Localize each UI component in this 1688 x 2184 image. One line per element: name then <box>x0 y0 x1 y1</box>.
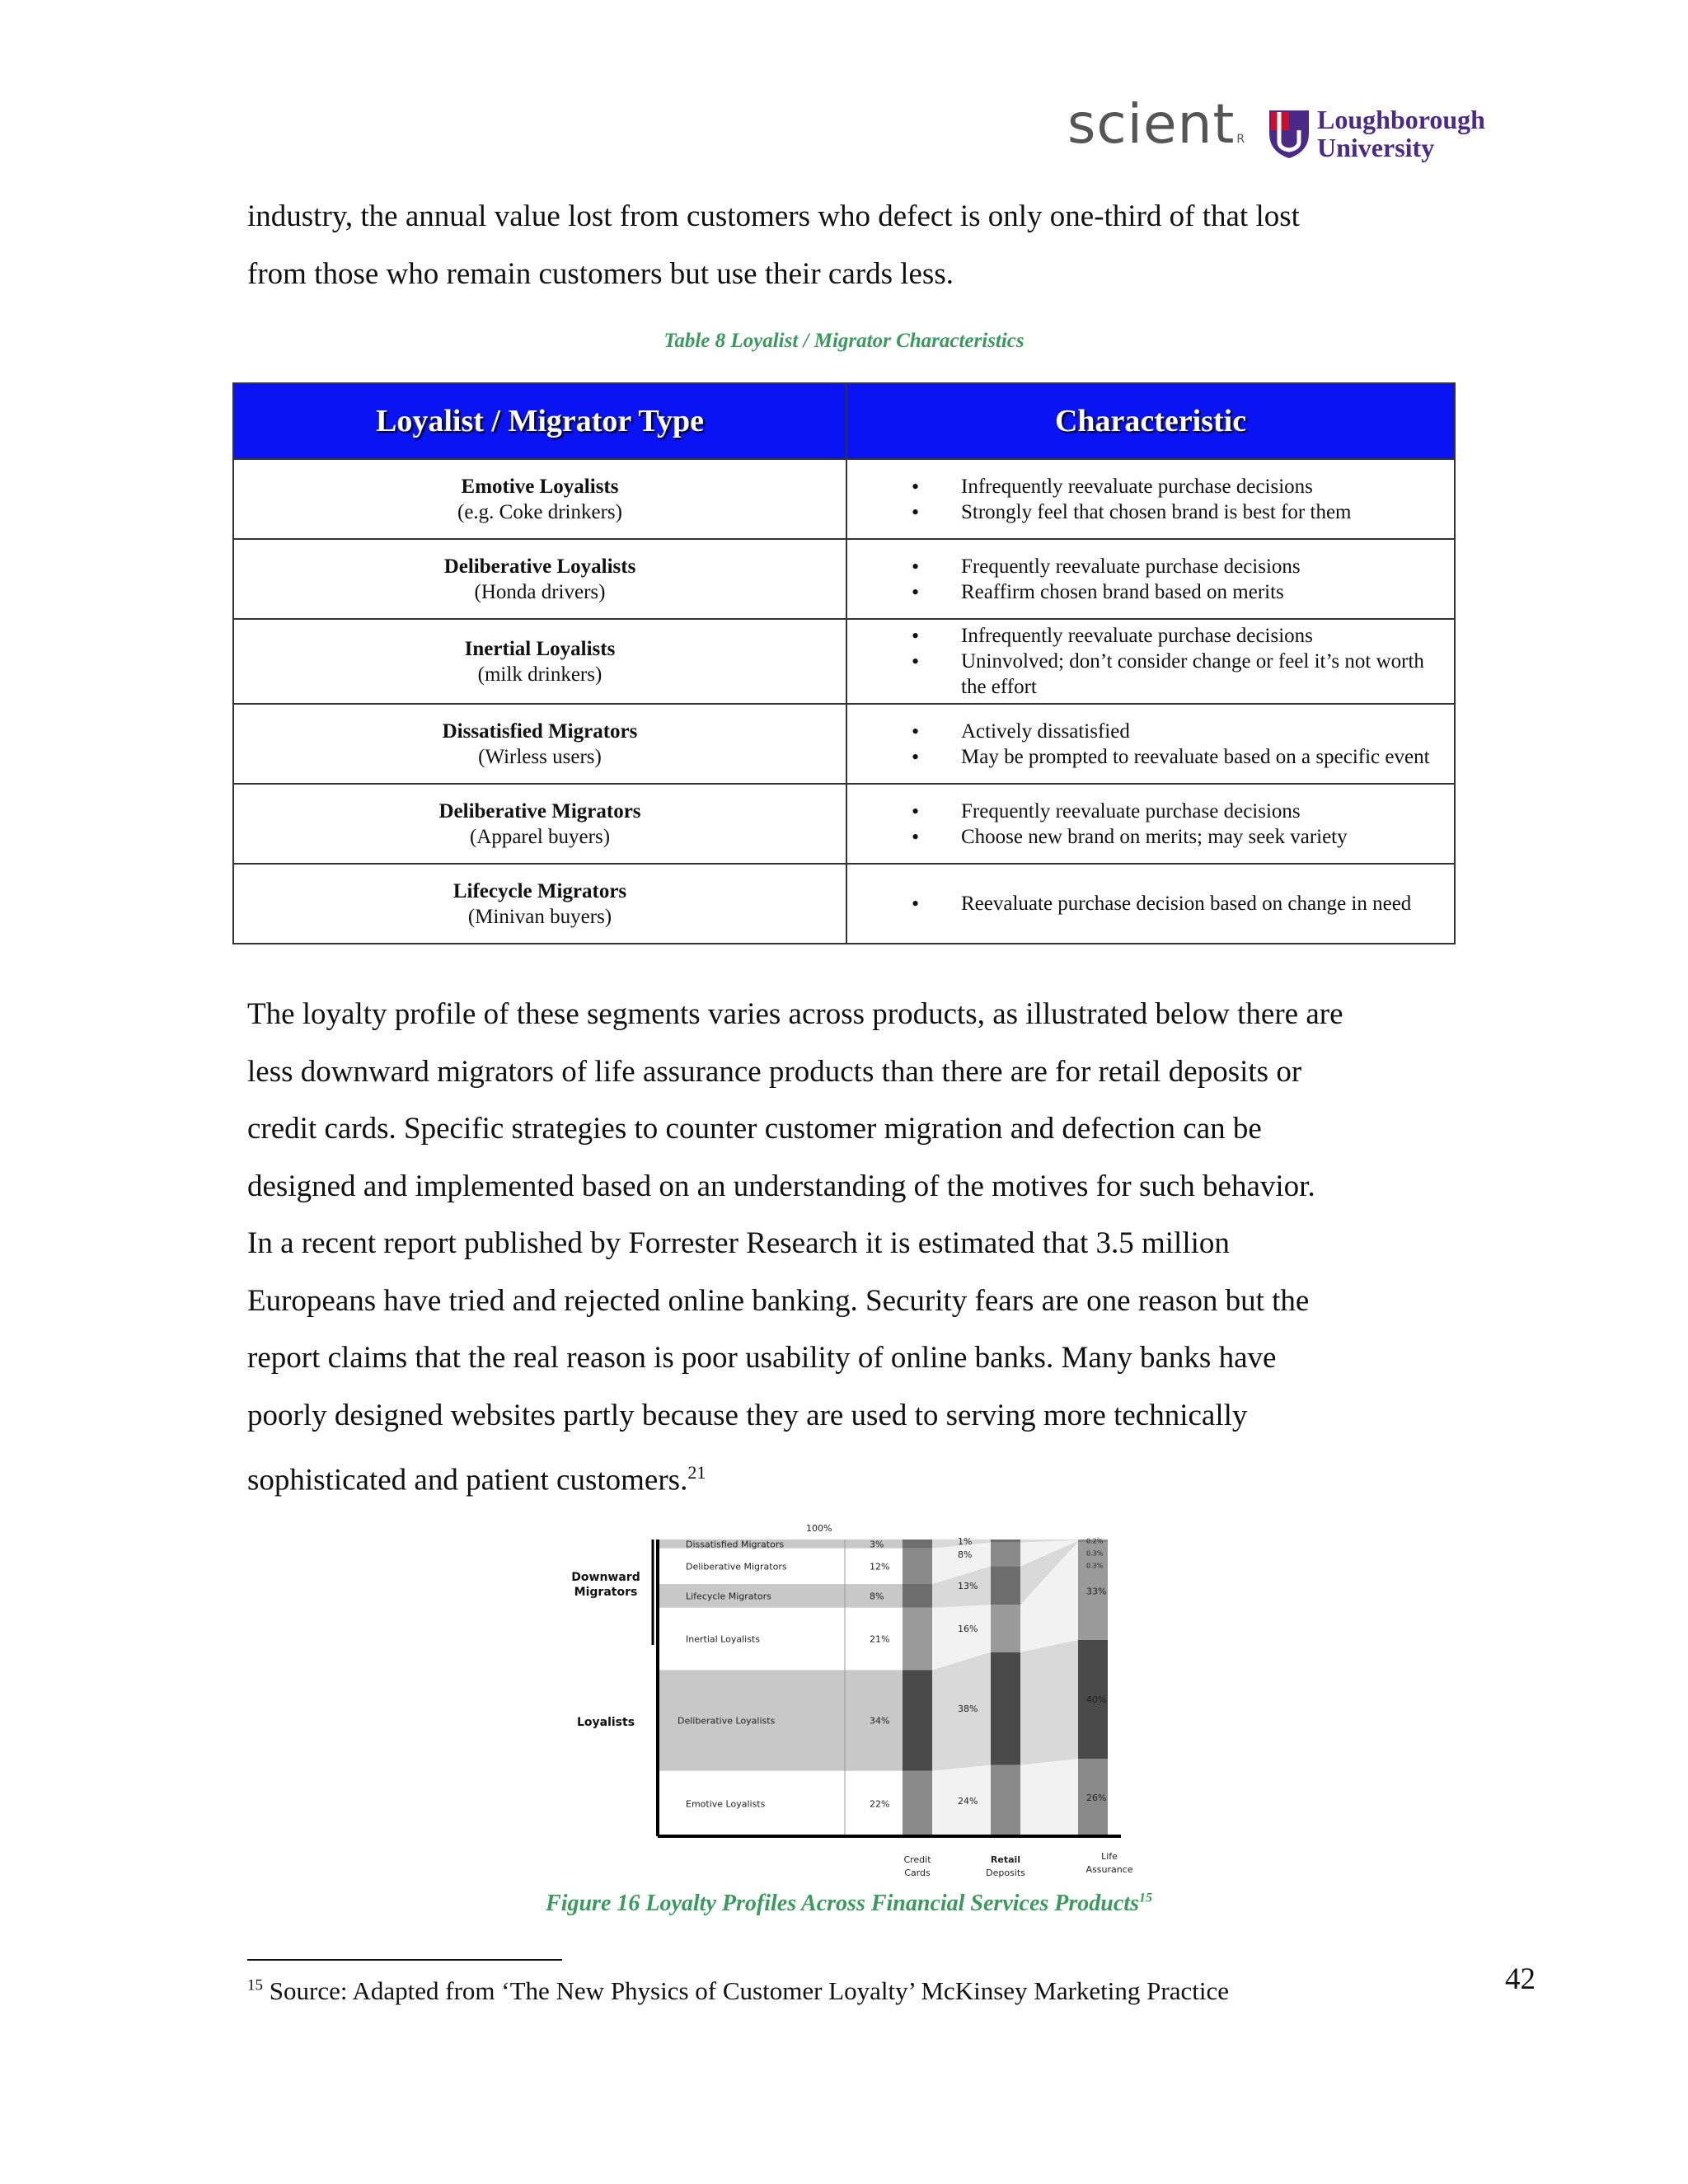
segment-example: (milk drinkers) <box>477 663 603 686</box>
body-paragraph <box>247 986 1451 1509</box>
segment-example: (Apparel buyers) <box>469 825 611 848</box>
body-line: In a recent report published by Forrester Research it is estimated that 3.5 million <box>247 1226 1230 1260</box>
series-label: Inertial Loyalists <box>686 1633 760 1645</box>
table-row <box>233 704 1455 784</box>
characteristic-bullet: • Reaffirm chosen brand based on merits <box>847 579 1437 605</box>
segment-name: Deliberative Loyalists <box>443 555 636 578</box>
body-line: The loyalty profile of these segments varies across products, as illustrated below there are <box>247 997 1343 1031</box>
value-label: 0.2% <box>1086 1537 1104 1545</box>
bar-segment <box>903 1670 932 1770</box>
university-shield-icon <box>1268 109 1311 160</box>
loyalty-table <box>232 382 1456 944</box>
bar-segment <box>903 1608 932 1671</box>
bar-segment <box>991 1566 1020 1605</box>
series-label: Deliberative Loyalists <box>678 1715 776 1727</box>
figure-caption: Figure 16 Loyalty Profiles Across Financial Services Products$^{15}$ <box>546 1891 1152 1916</box>
segment-example: (e.g. Coke drinkers) <box>457 500 622 523</box>
value-label: 1% <box>958 1535 973 1547</box>
value-label: 0.3% <box>1086 1562 1104 1570</box>
bar-segment <box>991 1605 1020 1652</box>
bar-segment <box>903 1540 932 1549</box>
group-label: Migrators <box>574 1586 638 1599</box>
value-label: 13% <box>958 1580 978 1591</box>
segment-example: (Honda drivers) <box>474 580 606 603</box>
series-label: Dissatisfied Migrators <box>686 1539 785 1550</box>
characteristic-bullet: • Strongly feel that chosen brand is best for them <box>847 499 1437 525</box>
segment-name: Deliberative Migrators <box>438 799 641 823</box>
characteristic-bullet: • Frequently reevaluate purchase decisions <box>847 554 1437 579</box>
segment-connector <box>1020 1640 1078 1765</box>
value-label: 34% <box>870 1715 890 1727</box>
characteristic-bullet: • Reevaluate purchase decision based on change in need <box>847 891 1437 916</box>
university-logo-text: Loughborough University <box>1317 105 1485 162</box>
footnote-divider <box>247 1959 562 1961</box>
table-row <box>233 539 1455 619</box>
characteristic-bullet: • Frequently reevaluate purchase decisions <box>847 799 1437 824</box>
bar-segment <box>991 1652 1020 1765</box>
segment-connector <box>1020 1759 1078 1836</box>
body-line: credit cards. Specific strategies to counter customer migration and defection can be <box>247 1112 1262 1146</box>
segment-example: (Wirless users) <box>478 745 602 768</box>
bar-segment <box>991 1543 1020 1567</box>
value-label: 24% <box>958 1795 978 1807</box>
segment-name: Dissatisfied Migrators <box>442 719 638 743</box>
table-row <box>233 864 1455 944</box>
footnote-ref: 21 <box>687 1462 706 1483</box>
loyalty-profile-chart <box>560 1515 1154 1889</box>
top-label: 100% <box>806 1523 832 1534</box>
intro-line: from those who remain customers but use their cards less. <box>247 256 954 291</box>
value-label: 8% <box>870 1591 884 1602</box>
series-label: Deliberative Migrators <box>686 1561 787 1572</box>
body-line: sophisticated and patient customers.$^{21}$ <box>247 1462 706 1497</box>
category-label: Retail <box>990 1854 1021 1865</box>
table-row <box>233 459 1455 539</box>
characteristic-bullet: • Actively dissatisfied <box>847 719 1437 744</box>
bar-segment <box>903 1771 932 1836</box>
segment-name: Emotive Loyalists <box>461 475 619 498</box>
body-line: poorly designed websites partly because they are used to serving more technically <box>247 1398 1248 1432</box>
footnote: $^{15}$ Source: Adapted from ‘The New Physics of Customer Loyalty’ McKinsey Marketing Practice <box>247 1976 1229 2005</box>
page-number: 42 <box>1505 1962 1536 1996</box>
table-row <box>233 784 1455 864</box>
characteristic-bullet: • May be prompted to reevaluate based on a specific event <box>847 744 1437 770</box>
value-label: 33% <box>1086 1586 1107 1597</box>
category-label: Assurance <box>1085 1864 1133 1875</box>
group-label: Loyalists <box>576 1716 635 1729</box>
bar-segment <box>903 1549 932 1584</box>
series-label: Lifecycle Migrators <box>686 1591 771 1602</box>
series-label: Emotive Loyalists <box>686 1798 766 1810</box>
value-label: 40% <box>1086 1694 1107 1706</box>
intro-line: industry, the annual value lost from customers who defect is only one-third of that lost <box>247 199 1300 233</box>
group-label: Downward <box>571 1571 640 1584</box>
body-line: report claims that the real reason is poor usability of online banks. Many banks have <box>247 1341 1277 1375</box>
segment-name: Inertial Loyalists <box>464 637 616 660</box>
table-caption: Table 8 Loyalist / Migrator Characteristics <box>663 330 1025 352</box>
value-label: 3% <box>870 1539 884 1550</box>
characteristic-bullet: • Infrequently reevaluate purchase decisions <box>847 474 1437 499</box>
category-label: Deposits <box>986 1868 1025 1878</box>
body-line: designed and implemented based on an understanding of the motives for such behavior. <box>247 1169 1315 1203</box>
value-label: 26% <box>1086 1793 1107 1804</box>
bar-segment <box>903 1584 932 1608</box>
value-label: 21% <box>870 1633 890 1645</box>
value-label: 12% <box>870 1561 890 1572</box>
category-label: Life <box>1101 1851 1118 1862</box>
segment-name: Lifecycle Migrators <box>452 879 627 902</box>
bar-segment <box>991 1540 1020 1543</box>
scient-logo: scient R <box>1067 92 1246 156</box>
table-row <box>233 619 1455 704</box>
characteristic-bullet: • Choose new brand on merits; may seek variety <box>847 824 1437 850</box>
characteristic-bullet: • Infrequently reevaluate purchase decisions <box>847 623 1437 649</box>
value-label: 16% <box>958 1624 978 1634</box>
intro-paragraph <box>247 188 1451 302</box>
value-label: 8% <box>958 1549 973 1560</box>
body-line: Europeans have tried and rejected online banking. Security fears are one reason but the <box>247 1283 1310 1318</box>
characteristic-bullet: • Uninvolved; don’t consider change or feel it’s not worth the effort <box>847 649 1437 700</box>
category-label: Cards <box>904 1868 931 1878</box>
table-header-type: Loyalist / Migrator Type <box>233 383 846 459</box>
bar-segment <box>991 1765 1020 1836</box>
segment-example: (Minivan buyers) <box>467 905 612 928</box>
table-header-characteristic: Characteristic <box>846 383 1455 459</box>
body-line: less downward migrators of life assurance products than there are for retail deposits or <box>247 1054 1302 1089</box>
value-label: 0.3% <box>1086 1549 1104 1558</box>
value-label: 38% <box>958 1704 978 1715</box>
value-label: 22% <box>870 1798 890 1810</box>
category-label: Credit <box>903 1854 931 1865</box>
